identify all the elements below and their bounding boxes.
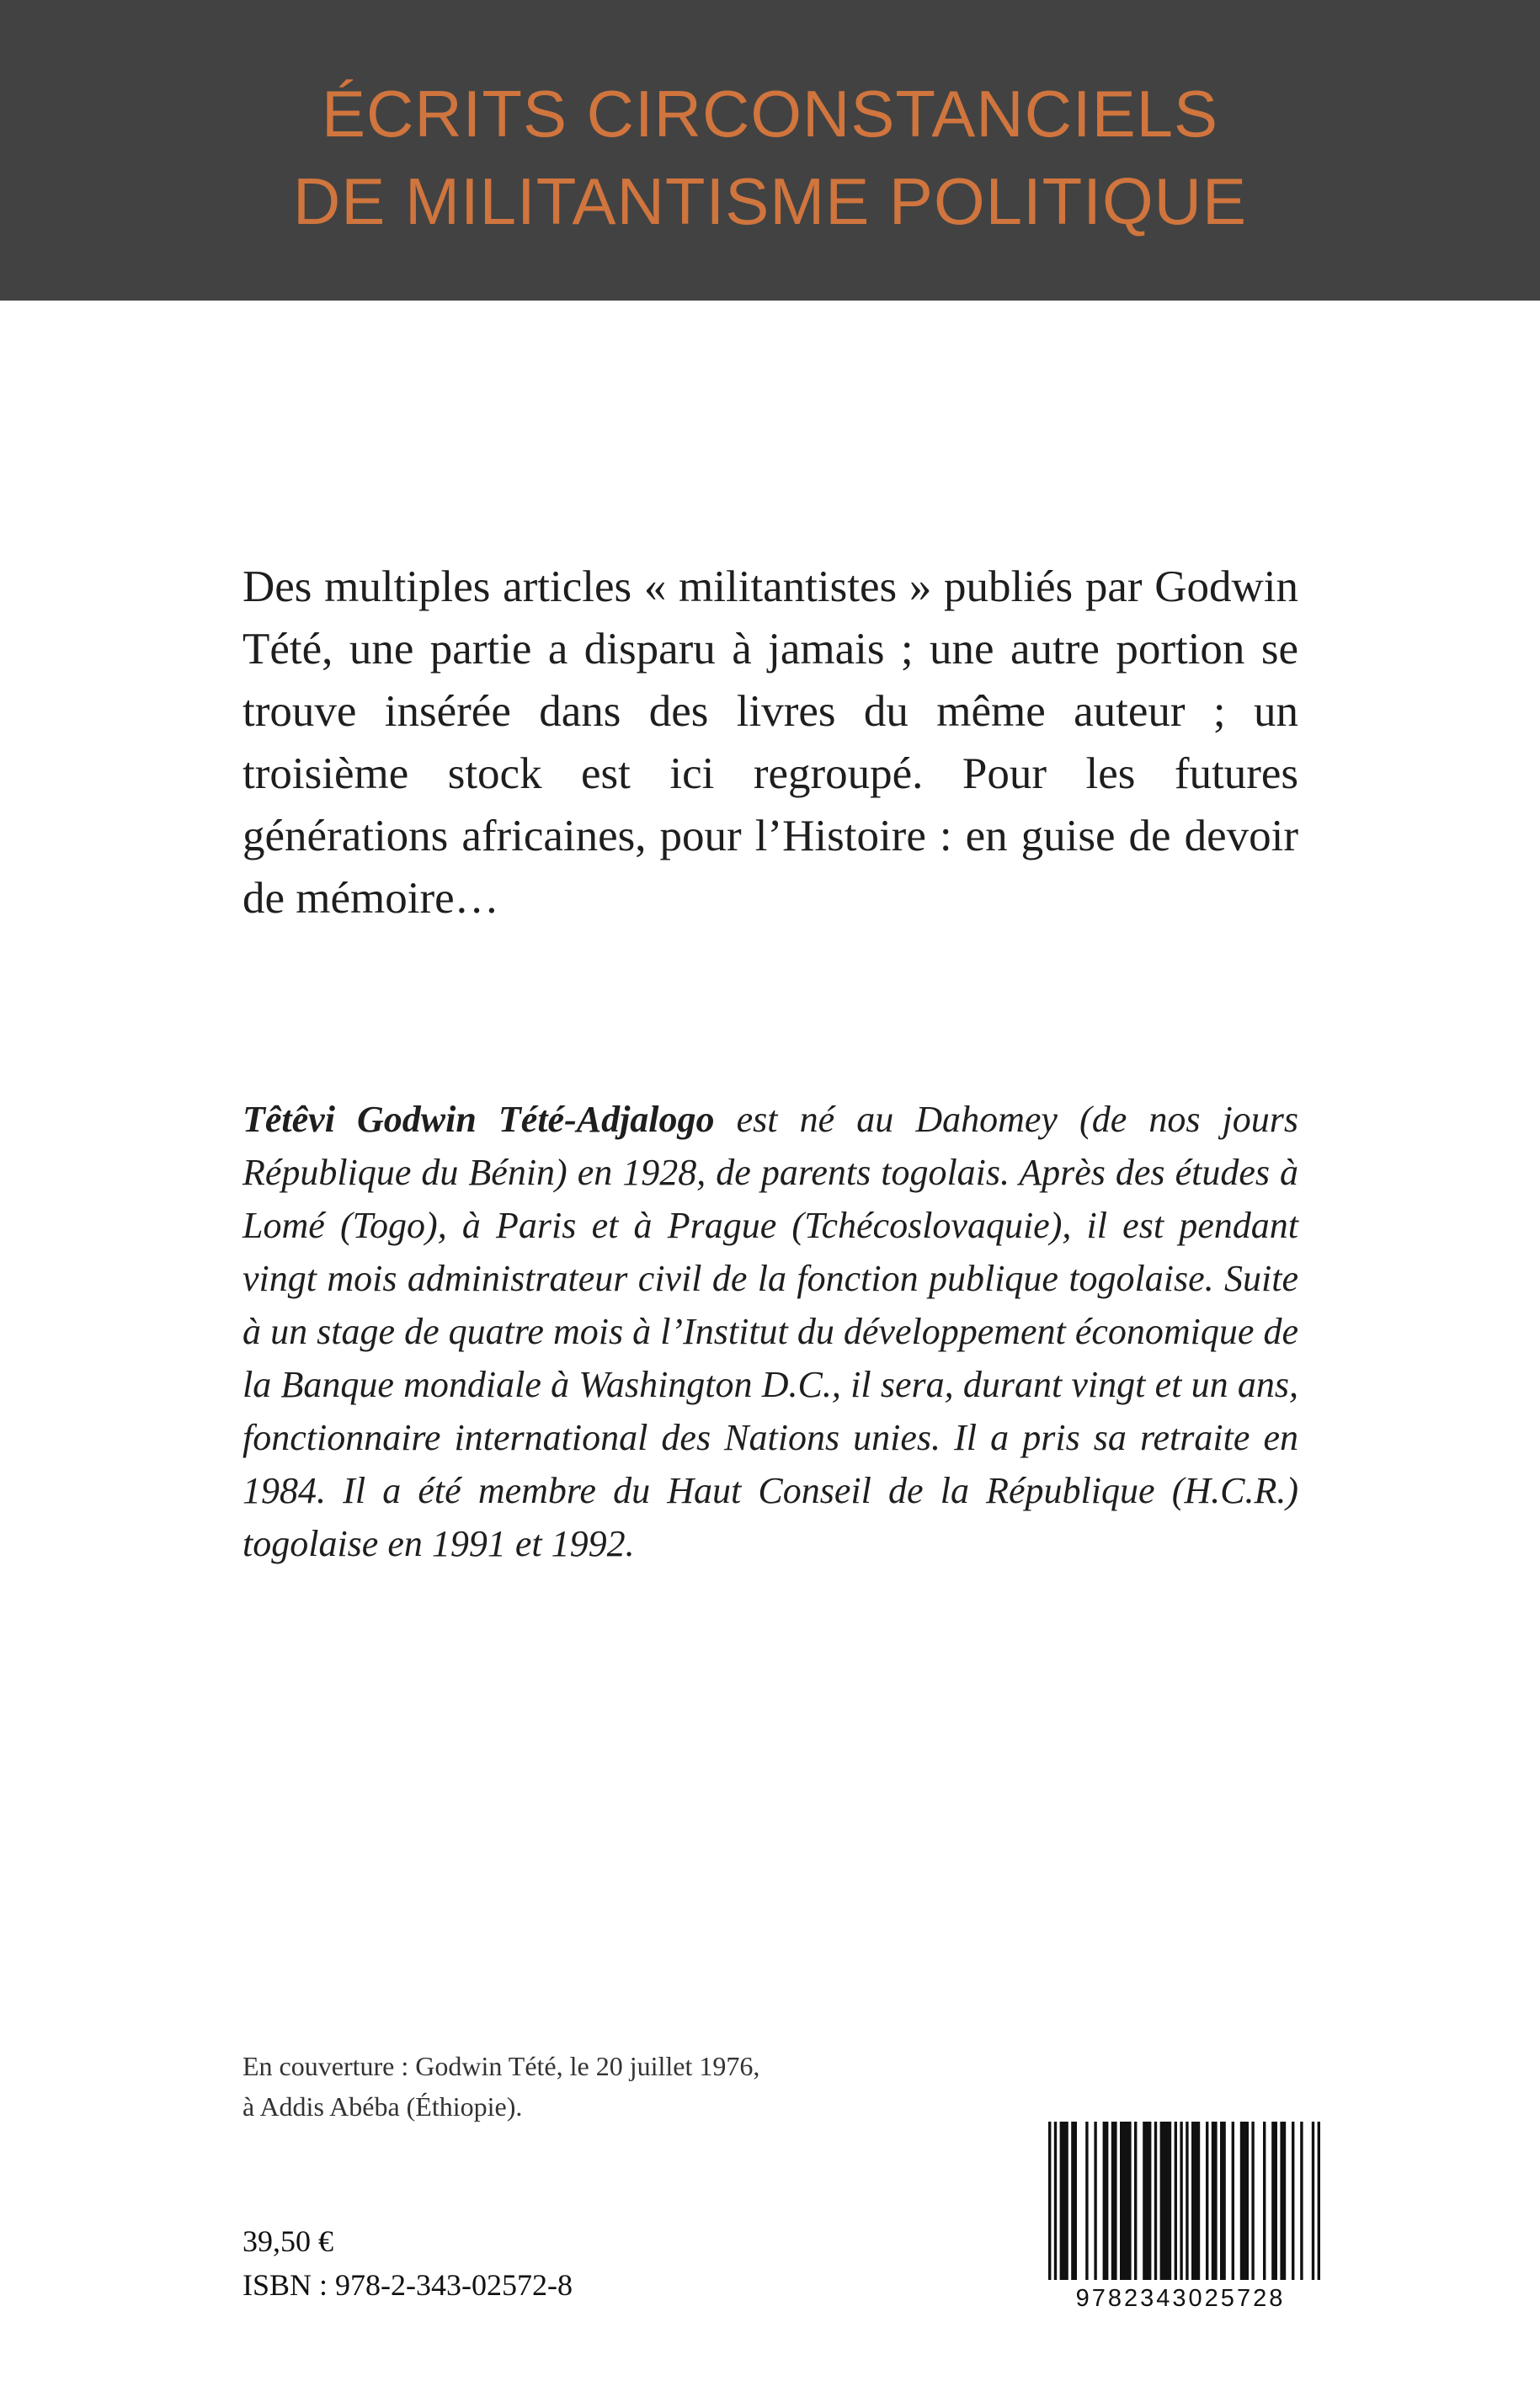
barcode-bar bbox=[1300, 2122, 1303, 2280]
barcode-bar bbox=[1318, 2122, 1320, 2280]
barcode-bar bbox=[1103, 2122, 1109, 2280]
barcode-digits: 9782343025728 bbox=[1075, 2285, 1286, 2312]
barcode-bar bbox=[1271, 2122, 1277, 2280]
barcode-bar bbox=[1312, 2122, 1314, 2280]
isbn: ISBN : 978-2-343-02572-8 bbox=[242, 2268, 573, 2302]
barcode-bar bbox=[1071, 2122, 1077, 2280]
book-title-line-1: ÉCRITS CIRCONSTANCIELS bbox=[321, 77, 1219, 151]
barcode-bar bbox=[1180, 2122, 1182, 2280]
barcode-bars bbox=[1029, 2122, 1332, 2283]
barcode-bar bbox=[1094, 2122, 1096, 2280]
barcode-bar bbox=[1263, 2122, 1266, 2280]
barcode-bar bbox=[1120, 2122, 1132, 2280]
author-bio-text: est né au Dahomey (de nos jours République du Bénin) en 1928, de parents togolais. Après des études à Lomé (Togo), à Paris et à Prague (Tchécoslovaquie), il est pendant vingt mois administrateur civil de la fonction publique togolaise. Suite à un stage de quatre mois à l’Institut du développement économique de la Banque mondiale à Washington D.C., il sera, durant vingt et un ans, fonctionnaire international des Nations unies. Il a pris sa retraite en 1984. Il a été membre du Haut Conseil de la République (H.C.R.) togolaise en 1991 et 1992. bbox=[242, 1099, 1299, 1564]
book-title-line-2: DE MILITANTISME POLITIQUE bbox=[292, 164, 1248, 238]
barcode-bar bbox=[1280, 2122, 1286, 2280]
barcode-bar bbox=[1232, 2122, 1234, 2280]
barcode-bar bbox=[1251, 2122, 1254, 2280]
barcode-bar bbox=[1240, 2122, 1249, 2280]
author-bio bbox=[242, 1093, 1298, 1570]
barcode-bar bbox=[1186, 2122, 1188, 2280]
author-name: Têtêvi Godwin Tété-Adjalogo bbox=[242, 1099, 715, 1140]
barcode-bar bbox=[1175, 2122, 1177, 2280]
barcode-bar bbox=[1154, 2122, 1157, 2280]
barcode-bar bbox=[1191, 2122, 1200, 2280]
price: 39,50 € bbox=[242, 2224, 333, 2258]
barcode-bar bbox=[1111, 2122, 1117, 2280]
barcode-bar bbox=[1160, 2122, 1172, 2280]
barcode-bar bbox=[1054, 2122, 1057, 2280]
blurb-paragraph: Des multiples articles « militantistes » publiés par Godwin Tété, une partie a disparu à jamais ; une autre portion se trouve insérée dans des livres du même auteur ; un troisième stock est ici regroupé. Pour les futures générations africaines, pour l’Histoire : en guise de devoir de mémoire… bbox=[242, 562, 1298, 923]
barcode-bar bbox=[1220, 2122, 1226, 2280]
barcode-bar bbox=[1212, 2122, 1218, 2280]
barcode bbox=[1029, 2122, 1332, 2312]
barcode-bar bbox=[1143, 2122, 1151, 2280]
barcode-bar bbox=[1134, 2122, 1137, 2280]
barcode-bar bbox=[1292, 2122, 1294, 2280]
cover-credit-line-2: à Addis Abéba (Éthiopie). bbox=[242, 2091, 523, 2122]
barcode-bar bbox=[1085, 2122, 1088, 2280]
cover-credit bbox=[242, 2046, 832, 2127]
cover-credit-line-1: En couverture : Godwin Tété, le 20 juillet 1976, bbox=[242, 2051, 760, 2081]
barcode-bar bbox=[1060, 2122, 1068, 2280]
barcode-bar bbox=[1206, 2122, 1208, 2280]
header-band bbox=[0, 0, 1540, 301]
barcode-bar bbox=[1048, 2122, 1051, 2280]
